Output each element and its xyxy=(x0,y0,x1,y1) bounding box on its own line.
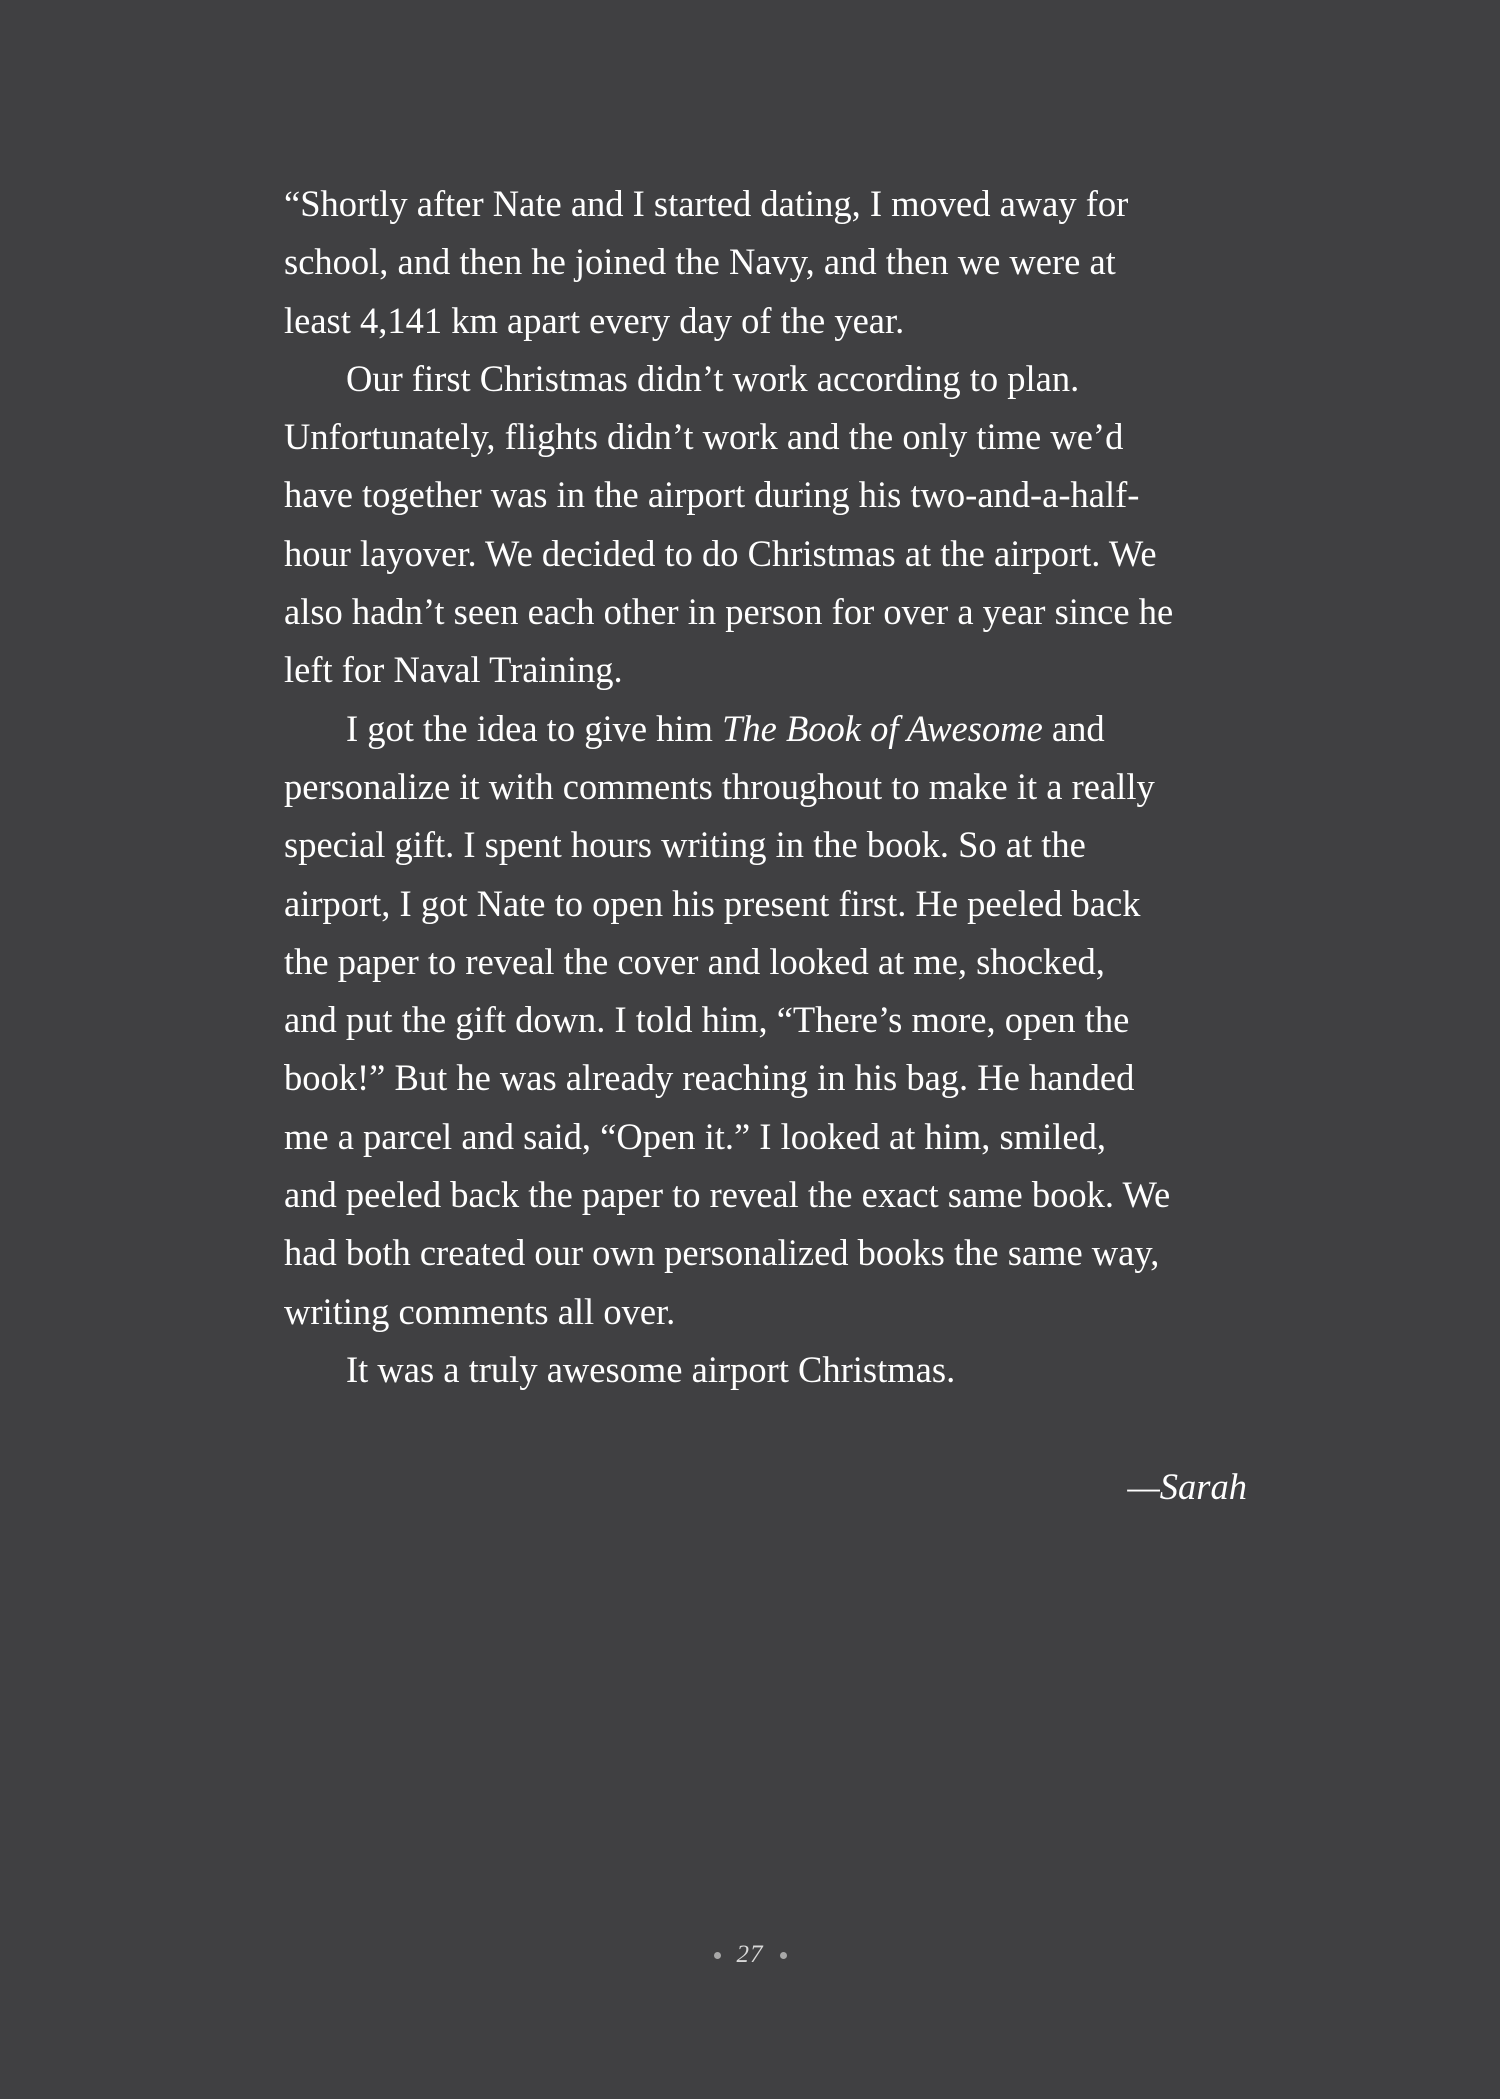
paragraph-line: have together was in the airport during his two-and-a-half- xyxy=(284,474,1140,516)
text-after-title: and xyxy=(1042,707,1105,749)
paragraph-line: It was a truly awesome airport Christmas. xyxy=(346,1348,956,1390)
paragraph-line: also hadn’t seen each other in person for over a year since he xyxy=(284,591,1174,633)
paragraph-line: “Shortly after Nate and I started dating, I moved away for xyxy=(284,183,1129,224)
paragraph-line: had both created our own personalized books the same way, xyxy=(284,1232,1160,1274)
paragraph-line: and peeled back the paper to reveal the exact same book. We xyxy=(284,1174,1171,1216)
paragraph-line: airport, I got Nate to open his present first. He peeled back xyxy=(284,882,1141,924)
paragraph-1 xyxy=(284,175,1259,350)
paragraph-line: left for Naval Training. xyxy=(284,649,623,691)
paragraph-line: hour layover. We decided to do Christmas at the airport. We xyxy=(284,532,1157,574)
text-before-title: I got the idea to give him xyxy=(346,707,723,749)
page-footer xyxy=(0,1937,1500,1973)
right-bullet-icon xyxy=(780,1952,787,1959)
page-number: 27 xyxy=(736,1941,764,1968)
paragraph-4 xyxy=(284,1341,1259,1399)
paragraph-line: the paper to reveal the cover and looked at me, shocked, xyxy=(284,940,1105,982)
paragraph-3 xyxy=(284,700,1259,1341)
paragraph-line: writing comments all over. xyxy=(284,1290,676,1332)
paragraph-line: least 4,141 km apart every day of the year. xyxy=(284,299,905,341)
paragraph-2 xyxy=(284,350,1259,700)
paragraph-line: Unfortunately, flights didn’t work and the only time we’d xyxy=(284,416,1124,458)
paragraph-line: book!” But he was already reaching in his bag. He handed xyxy=(284,1057,1135,1099)
paragraph-first-line xyxy=(284,700,1259,758)
paragraph-line: school, and then he joined the Navy, and then we were at xyxy=(284,241,1116,283)
paragraph-line: and put the gift down. I told him, “There’s more, open the xyxy=(284,999,1130,1041)
paragraph-line: special gift. I spent hours writing in the book. So at the xyxy=(284,824,1086,866)
paragraph-line: Our first Christmas didn’t work according to plan. xyxy=(346,357,1080,399)
left-bullet-icon xyxy=(714,1952,721,1959)
paragraph-line: personalize it with comments throughout to make it a really xyxy=(284,765,1155,807)
story-text xyxy=(284,175,1259,1399)
book-title: The Book of Awesome xyxy=(722,707,1043,749)
signature: —Sarah xyxy=(1127,1466,1247,1507)
paragraph-line: me a parcel and said, “Open it.” I looked at him, smiled, xyxy=(284,1115,1106,1157)
